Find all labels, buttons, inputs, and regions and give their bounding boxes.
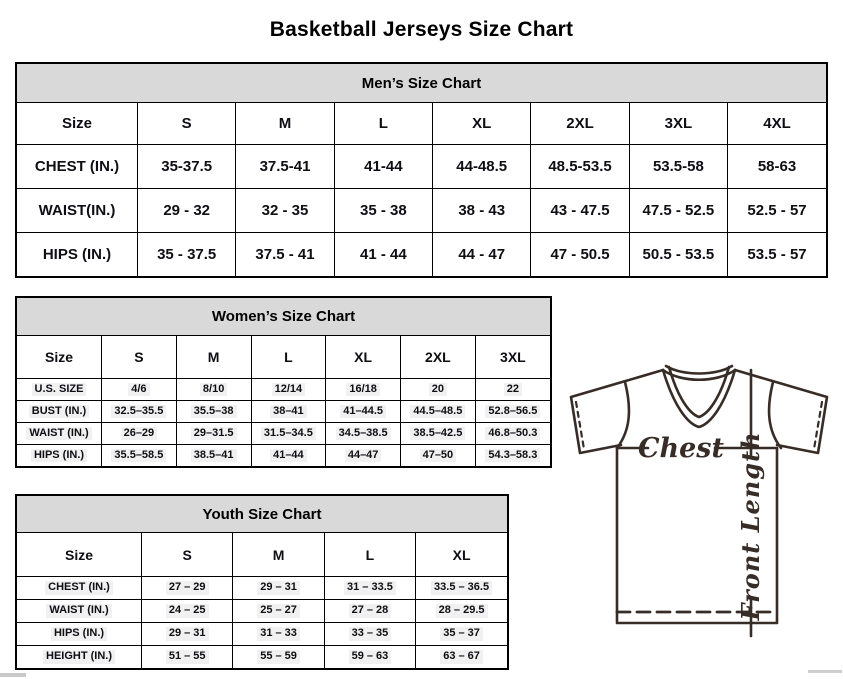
mens_chart-cell: 44 - 47 [433,233,531,277]
youth_chart-cell [324,600,415,623]
womens_chart-cell [251,401,326,423]
cell-text: HEIGHT (IN.) [43,650,115,663]
mens_chart-column-header: M [236,103,334,145]
womens-size-chart [15,296,552,468]
mens_chart-cell: 41 - 44 [334,233,432,277]
youth_chart-cell [233,600,324,623]
cell-text: 27 – 29 [166,581,209,594]
cell-text: CHEST (IN.) [45,581,113,594]
youth_chart-column-header: M [233,533,324,577]
cell-text: 63 – 67 [440,650,483,663]
youth_chart-cell [416,623,507,646]
womens_chart-row-label [17,379,102,401]
youth_chart-cell [233,577,324,600]
cell-text: 34.5–38.5 [336,427,391,440]
youth-size-chart [15,494,509,670]
cell-text: 41–44.5 [340,405,386,418]
womens_chart-column-header: Size [17,336,102,379]
womens_chart-cell [401,379,476,401]
youth_chart-column-header: Size [17,533,142,577]
cell-text: U.S. SIZE [32,383,87,396]
jersey-left-armhole [617,382,629,448]
womens_chart-column-header: 2XL [401,336,476,379]
cell-text: 35 – 37 [440,627,483,640]
mens_chart-cell: 37.5-41 [236,145,334,189]
mens_chart-column-header: S [138,103,236,145]
womens_chart-column-header: S [102,336,177,379]
mens-size-chart [15,62,828,278]
youth_chart-cell [416,600,507,623]
youth_chart-cell [416,646,507,669]
youth_chart-row-label [17,623,142,646]
cell-text: 24 – 25 [166,604,209,617]
cell-text: 29–31.5 [191,427,237,440]
youth_chart-column-header: S [142,533,233,577]
mens_chart-cell: 29 - 32 [138,189,236,233]
youth_chart-cell [142,577,233,600]
cell-text: 27 – 28 [349,604,392,617]
womens_chart-cell [176,445,251,467]
cutoff-element-bottom-right [808,670,842,673]
cell-text: 52.8–56.5 [485,405,540,418]
youth_chart-row-label [17,600,142,623]
cell-text: HIPS (IN.) [31,449,87,462]
cell-text: 38.5–41 [191,449,237,462]
jersey-right-armhole [769,382,781,448]
womens_chart-cell [251,423,326,445]
mens_chart-cell: 47.5 - 52.5 [629,189,727,233]
womens_chart-cell [102,423,177,445]
mens_chart-column-header: 3XL [629,103,727,145]
womens_chart-cell [401,423,476,445]
chest-label: Chest [638,433,724,464]
page-title: Basketball Jerseys Size Chart [269,18,574,42]
womens_chart-cell [326,423,401,445]
mens_chart-cell: 35-37.5 [138,145,236,189]
womens_chart-cell [401,401,476,423]
cell-text: 32.5–35.5 [111,405,166,418]
womens_chart-column-header: 3XL [475,336,550,379]
cell-text: 38.5–42.5 [410,427,465,440]
cell-text: 28 – 29.5 [436,604,488,617]
womens_chart-cell [475,379,550,401]
womens-chart-title: Women’s Size Chart [17,298,550,336]
mens_chart-cell: 35 - 38 [334,189,432,233]
cell-text: 41–44 [270,449,307,462]
cell-text: 44.5–48.5 [410,405,465,418]
womens_chart-cell [251,379,326,401]
cell-text: 31 – 33.5 [344,581,396,594]
youth_chart-column-header: L [324,533,415,577]
youth_chart-column-header: XL [416,533,507,577]
mens_chart-cell: 41-44 [334,145,432,189]
youth_chart-cell [324,646,415,669]
cell-text: 25 – 27 [257,604,300,617]
cell-text: 33.5 – 36.5 [431,581,492,594]
womens_chart-cell [102,401,177,423]
youth_chart-row-label [17,577,142,600]
womens_chart-row-label [17,401,102,423]
cutoff-element-bottom-left [0,673,26,677]
womens_chart-column-header: L [251,336,326,379]
mens_chart-row-label: WAIST(IN.) [17,189,138,233]
mens_chart-cell: 58-63 [728,145,826,189]
womens_chart-cell [401,445,476,467]
womens_chart-cell [326,445,401,467]
youth_chart-cell [142,646,233,669]
mens_chart-row-label: HIPS (IN.) [17,233,138,277]
cell-text: 20 [429,383,447,396]
womens_chart-cell [176,379,251,401]
cell-text: 4/6 [128,383,149,396]
womens_chart-cell [176,423,251,445]
womens_chart-cell [102,379,177,401]
cell-text: 16/18 [346,383,380,396]
cell-text: 51 – 55 [166,650,209,663]
youth_chart-cell [416,577,507,600]
cell-text: 33 – 35 [349,627,392,640]
cell-text: WAIST (IN.) [26,427,91,440]
youth_chart-cell [233,646,324,669]
jersey-measurement-diagram [555,355,843,657]
mens_chart-column-header: XL [433,103,531,145]
cell-text: 54.3–58.3 [485,449,540,462]
cell-text: BUST (IN.) [29,405,89,418]
cell-text: 35.5–58.5 [111,449,166,462]
youth-chart-title: Youth Size Chart [17,496,507,533]
mens_chart-column-header: 4XL [728,103,826,145]
cell-text: 31 – 33 [257,627,300,640]
womens_chart-cell [326,379,401,401]
cell-text: 38–41 [270,405,307,418]
cell-text: 29 – 31 [166,627,209,640]
cell-text: 8/10 [200,383,227,396]
womens_chart-cell [475,423,550,445]
cell-text: 47–50 [420,449,457,462]
mens_chart-cell: 44-48.5 [433,145,531,189]
mens-chart-title: Men’s Size Chart [17,64,826,103]
cell-text: 46.8–50.3 [485,427,540,440]
womens_chart-column-header: XL [326,336,401,379]
mens_chart-column-header: 2XL [531,103,629,145]
youth_chart-cell [324,623,415,646]
womens-size-table [17,336,550,466]
womens_chart-cell [326,401,401,423]
mens_chart-cell: 50.5 - 53.5 [629,233,727,277]
youth_chart-cell [324,577,415,600]
youth_chart-cell [142,600,233,623]
front-length-label: Front Length [736,431,765,621]
mens-size-table [17,103,826,276]
cell-text: 29 – 31 [257,581,300,594]
cell-text: 31.5–34.5 [261,427,316,440]
mens_chart-cell: 35 - 37.5 [138,233,236,277]
mens_chart-cell: 53.5-58 [629,145,727,189]
womens_chart-cell [251,445,326,467]
cell-text: 35.5–38 [191,405,237,418]
mens_chart-column-header: Size [17,103,138,145]
womens_chart-cell [176,401,251,423]
cell-text: 44–47 [345,449,382,462]
mens_chart-cell: 37.5 - 41 [236,233,334,277]
womens_chart-cell [102,445,177,467]
mens_chart-cell: 38 - 43 [433,189,531,233]
mens_chart-cell: 52.5 - 57 [728,189,826,233]
jersey-backneck-arc2 [666,366,732,374]
youth_chart-row-label [17,646,142,669]
mens_chart-cell: 53.5 - 57 [728,233,826,277]
mens_chart-cell: 43 - 47.5 [531,189,629,233]
womens_chart-cell [475,401,550,423]
womens_chart-row-label [17,423,102,445]
mens_chart-cell: 48.5-53.5 [531,145,629,189]
womens_chart-row-label [17,445,102,467]
mens_chart-cell: 47 - 50.5 [531,233,629,277]
cell-text: 59 – 63 [349,650,392,663]
cell-text: HIPS (IN.) [51,627,107,640]
cell-text: 22 [504,383,522,396]
cell-text: 55 – 59 [257,650,300,663]
cell-text: 12/14 [272,383,306,396]
womens_chart-cell [475,445,550,467]
cell-text: 26–29 [121,427,158,440]
youth_chart-cell [142,623,233,646]
cell-text: WAIST (IN.) [46,604,111,617]
youth-size-table [17,533,507,668]
mens_chart-column-header: L [334,103,432,145]
mens_chart-cell: 32 - 35 [236,189,334,233]
youth_chart-cell [233,623,324,646]
womens_chart-column-header: M [176,336,251,379]
mens_chart-row-label: CHEST (IN.) [17,145,138,189]
